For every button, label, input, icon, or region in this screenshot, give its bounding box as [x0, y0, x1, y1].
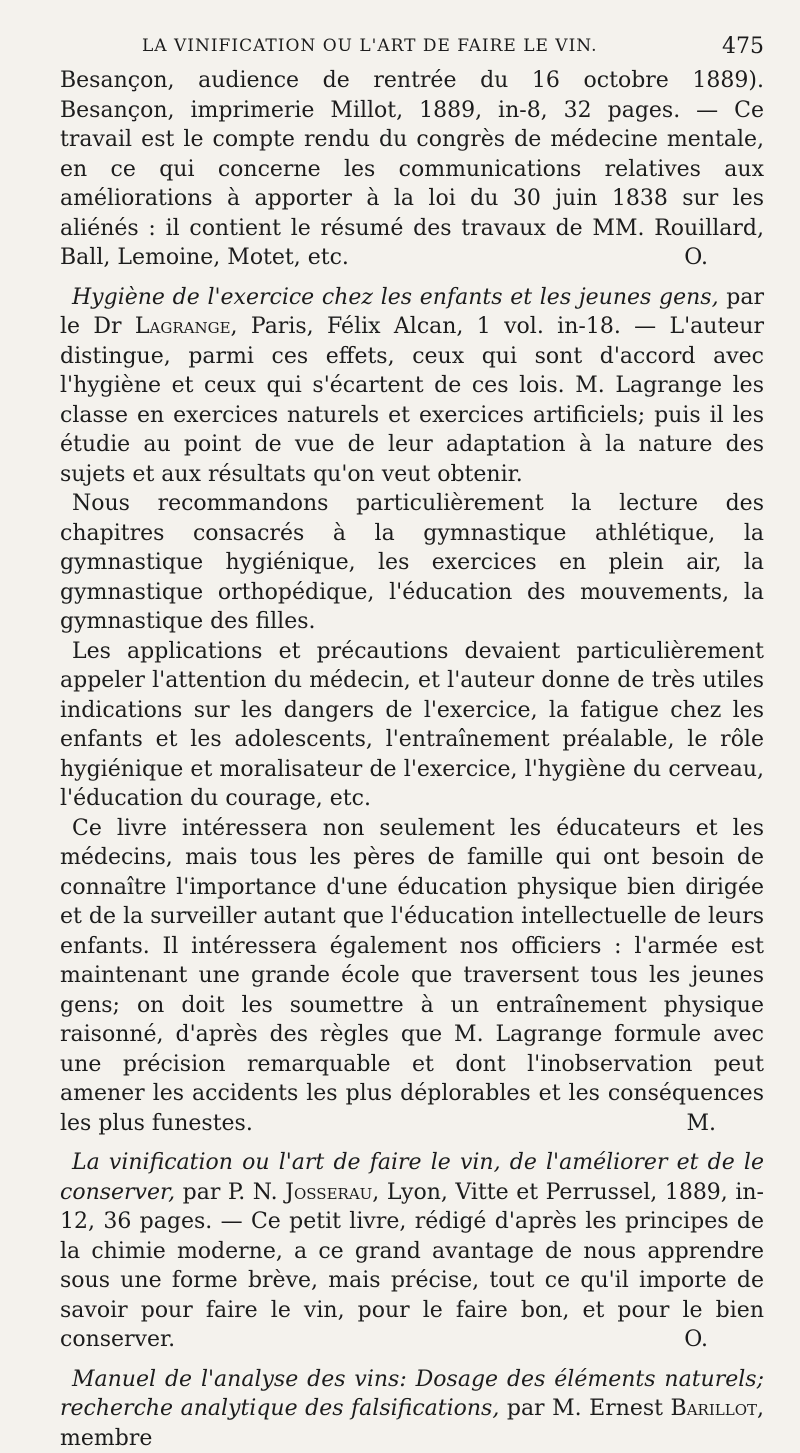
review-signature: O.: [672, 1325, 708, 1355]
book-title: La vinification ou l'art de faire le vin, de l'améliorer et de le conserver,: [60, 1150, 764, 1205]
author-name: Josserau: [285, 1180, 372, 1205]
review-signature: M.: [674, 1109, 716, 1139]
book-title: Hygiène de l'exercice chez les enfants et les jeunes gens,: [72, 285, 719, 310]
review-paragraph: Les applications et précautions devaient particulièrement appeler l'attention du médecin, et l'auteur donne de très utiles indications sur les dangers de l'exercice, la fatigue chez les enfants et les adolescents, l'entraînement préalable, le rôle hygiénique et moralisateur de l'exercice, l'hygiène du cerveau, l'éducation du courage, etc.: [60, 637, 764, 814]
review-entry-hygiene: [60, 283, 764, 1139]
byline: par M. Ernest: [499, 1396, 670, 1421]
review-paragraph: Nous recommandons particulièrement la lecture des chapitres consacrés à la gymnastique athlétique, la gymnastique hygiénique, les exercices en plein air, la gymnastique orthopédique, l'éducation des mouvements, la gymnastique des filles.: [60, 489, 764, 637]
review-paragraph: [60, 1148, 764, 1355]
book-title: Manuel de l'analyse des vins: Dosage des éléments naturels; recherche analytique des falsifications,: [60, 1367, 764, 1422]
byline: par P. N.: [175, 1180, 285, 1205]
review-entry-vinification: [60, 1148, 764, 1355]
review-entry-analyse-des-vins: [60, 1365, 764, 1453]
review-text: , membre: [60, 1396, 764, 1451]
review-paragraph: [60, 283, 764, 490]
review-text: , Lyon, Vitte et Perrussel, 1889, in-12, 36 pages. — Ce petit livre, rédigé d'après les principes de la chimie moderne, a ce grand avantage de nous apprendre sous une forme brève, mais précise, tout ce qu'il importe de savoir pour faire le vin, pour le faire bon, et pour le bien conserver.: [60, 1180, 764, 1353]
review-entry-continued: [60, 66, 764, 273]
review-paragraph: [60, 814, 764, 1139]
running-head: [60, 34, 764, 66]
author-name: Barillot: [671, 1396, 757, 1421]
review-signature: O.: [684, 243, 708, 273]
review-text: , Paris, Félix Alcan, 1 vol. in-18. — L'auteur distingue, parmi ces effets, ceux qui sont d'accord avec l'hygiène et ceux qui s'écartent de ces lois. M. Lagrange les classe en exercices naturels et exercices artificiels; puis il les étudie au point de vue de leur adaptation à la nature des sujets et aux résultats qu'on veut obtenir.: [60, 314, 764, 487]
author-name: Lagrange: [135, 314, 231, 339]
page-body: [60, 66, 764, 1453]
running-title: LA VINIFICATION OU L'ART DE FAIRE LE VIN.: [142, 36, 598, 56]
review-text: Besançon, audience de rentrée du 16 octobre 1889). Besançon, imprimerie Millot, 1889, in-8, 32 pages. — Ce travail est le compte rendu du congrès de médecine mentale, en ce qui concerne les communications relatives aux améliorations à apporter à la loi du 30 juin 1838 sur les aliénés : il contient le résumé des travaux de MM. Rouillard, Ball, Lemoine, Motet, etc.: [60, 68, 764, 270]
page-number: 475: [722, 34, 764, 59]
review-paragraph: [60, 1365, 764, 1453]
byline: par le Dr: [60, 285, 764, 340]
review-paragraph: [60, 66, 764, 273]
review-text: Ce livre intéressera non seulement les éducateurs et les médecins, mais tous les pères de famille qui ont besoin de connaître l'importance d'une éducation physique bien dirigée et de la surveiller autant que l'éducation intellectuelle de leurs enfants. Il intéressera également nos officiers : l'armée est maintenant une grande école que traversent tous les jeunes gens; on doit les soumettre à un entraînement physique raisonné, d'après des règles que M. Lagrange formule avec une précision remarquable et dont l'inobservation peut amener les accidents les plus déplorables et les conséquences les plus funestes.: [60, 816, 764, 1136]
